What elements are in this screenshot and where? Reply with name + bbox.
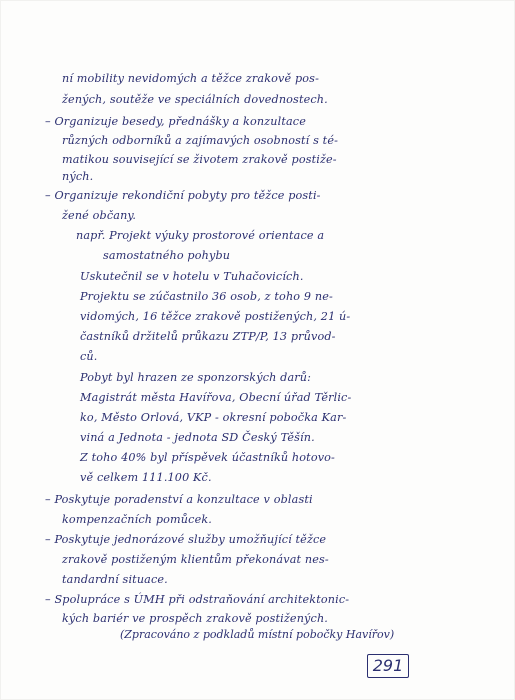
text-line: Pobyt byl hrazen ze sponzorských darů:: [80, 371, 312, 384]
text-line: Magistrát města Havířova, Obecní úřad Těrlic-: [80, 391, 352, 404]
text-line: vidomých, 16 těžce zrakově postižených, 21 ú-: [80, 310, 351, 323]
text-line: Uskutečnil se v hotelu v Tuhačovicích.: [80, 270, 304, 283]
text-line: např. Projekt výuky prostorové orientace a: [76, 229, 325, 242]
text-line: kých bariér ve prospěch zrakově postižených.: [62, 612, 329, 625]
text-line: – Organizuje besedy, přednášky a konzultace: [45, 115, 306, 128]
text-line: Projektu se zúčastnilo 36 osob, z toho 9 ne-: [80, 290, 333, 303]
source-note: (Zpracováno z podkladů místní pobočky Havířov): [120, 628, 395, 641]
text-line: – Organizuje rekondiční pobyty pro těžce posti-: [45, 189, 321, 202]
text-line: ných.: [62, 170, 94, 183]
text-line: matikou související se životem zrakově postiže-: [62, 153, 337, 166]
text-line: tandardní situace.: [62, 573, 168, 586]
text-line: žené občany.: [62, 209, 137, 222]
page-number: 291: [367, 654, 409, 678]
text-line: žených, soutěže ve speciálních dovednostech.: [62, 93, 328, 106]
text-line: častníků držitelů průkazu ZTP/P, 13 průvod-: [80, 330, 336, 343]
text-line: ní mobility nevidomých a těžce zrakově pos-: [62, 72, 319, 85]
text-line: ců.: [80, 350, 98, 363]
text-line: samostatného pohybu: [103, 249, 231, 262]
text-line: ko, Město Orlová, VKP - okresní pobočka Kar-: [80, 411, 347, 424]
text-line: – Poskytuje jednorázové služby umožňující těžce: [45, 533, 327, 546]
text-line: – Poskytuje poradenství a konzultace v oblasti: [45, 493, 313, 506]
text-line: různých odborníků a zajímavých osobností s té-: [62, 134, 339, 147]
text-line: – Spolupráce s ÚMH při odstraňování architektonic-: [45, 593, 350, 606]
text-line: zrakově postiženým klientům překonávat nes-: [62, 553, 329, 566]
text-line: vě celkem 111.100 Kč.: [80, 471, 212, 484]
text-line: Z toho 40% byl příspěvek účastníků hotovo-: [80, 451, 335, 464]
text-line: kompenzačních pomůcek.: [62, 513, 212, 526]
text-line: viná a Jednota - jednota SD Český Těšín.: [80, 431, 315, 444]
